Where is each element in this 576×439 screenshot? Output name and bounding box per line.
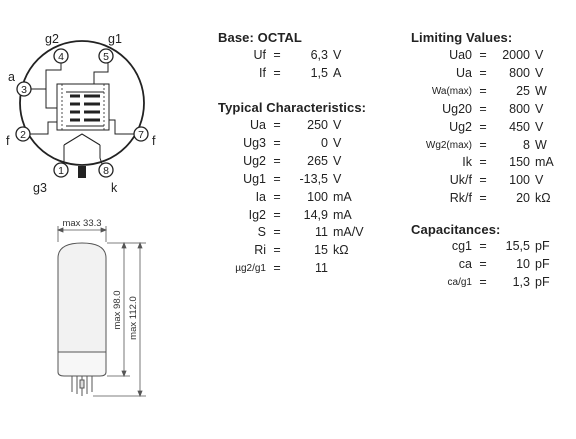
param-value: 265 (307, 153, 328, 168)
param-unit: W (535, 137, 547, 152)
pin-number-2: 2 (20, 129, 26, 141)
limiting-table (404, 47, 560, 208)
param-value: 20 (516, 191, 530, 206)
param-symbol: If (259, 65, 266, 80)
equals-sign: = (273, 225, 281, 240)
equals-sign: = (479, 155, 487, 170)
table-row (404, 137, 560, 155)
param-unit (328, 260, 370, 278)
pinout-diagram (16, 41, 148, 178)
pin-number-8: 8 (103, 165, 109, 177)
param-value: 8 (523, 137, 530, 152)
table-row (224, 189, 370, 207)
pin-label-g3: g3 (33, 181, 47, 195)
param-unit: W (535, 83, 547, 98)
param-symbol: Ig2 (248, 207, 266, 222)
pin-label-a: a (8, 70, 15, 84)
param-unit: pF (535, 239, 550, 253)
table-row (404, 154, 560, 172)
dimension-overall-height-label: max 112.0 (128, 296, 139, 340)
base-table (236, 47, 358, 83)
table-row (404, 119, 560, 137)
param-symbol: Ug20 (442, 101, 472, 116)
param-symbol: µg2/g1 (235, 263, 266, 275)
base-heading: Base: OCTAL (218, 30, 302, 45)
table-row (224, 224, 370, 242)
param-value: 1,5 (310, 65, 328, 80)
param-unit: V (333, 153, 342, 168)
tube-envelope-circle (20, 41, 144, 165)
pin-label-g1: g1 (108, 32, 122, 46)
table-row (404, 47, 560, 65)
equals-sign: = (479, 65, 487, 80)
equals-sign: = (273, 135, 281, 150)
table-row (404, 256, 560, 274)
table-row (224, 171, 370, 189)
param-symbol: Uk/f (449, 173, 472, 188)
param-unit: A (333, 65, 342, 80)
param-value: 800 (509, 65, 530, 80)
equals-sign: = (479, 256, 487, 271)
param-unit: pF (535, 256, 550, 271)
typical-table (224, 117, 370, 278)
equals-sign: = (273, 65, 281, 80)
pin-label-f-left: f (6, 134, 10, 148)
dimension-seated-height-label: max 98.0 (112, 290, 123, 330)
equals-sign: = (479, 239, 487, 253)
param-symbol: Ri (254, 243, 266, 258)
param-unit: V (333, 171, 342, 186)
equals-sign: = (479, 48, 487, 62)
param-symbol: Wg2(max) (425, 139, 472, 151)
param-unit: V (535, 173, 544, 188)
pin-label-k: k (111, 181, 118, 195)
param-unit: mA (333, 207, 352, 222)
param-unit: V (333, 135, 342, 150)
param-symbol: Ua (250, 118, 266, 132)
table-row (404, 274, 560, 292)
param-value: 15 (314, 243, 328, 258)
param-unit: pF (535, 274, 550, 289)
equals-sign: = (273, 153, 281, 168)
param-value: 14,9 (303, 207, 328, 222)
tube-base (58, 352, 106, 376)
table-row (404, 238, 560, 256)
param-symbol: Wa(max) (431, 85, 472, 97)
equals-sign: = (273, 48, 281, 62)
param-value: 1,3 (512, 274, 530, 289)
param-symbol: Ug2 (449, 119, 472, 134)
param-unit: mA (333, 189, 352, 204)
param-symbol: Uf (253, 48, 266, 62)
param-symbol: ca (458, 256, 472, 271)
equals-sign: = (479, 274, 487, 289)
table-row (224, 260, 370, 278)
param-value: -13,5 (299, 171, 328, 186)
table-row (236, 65, 358, 83)
param-value: 11 (315, 261, 328, 276)
param-value: 100 (307, 189, 328, 204)
base-key (78, 166, 86, 178)
equals-sign: = (273, 118, 281, 132)
table-row (236, 47, 358, 65)
param-symbol: ca/g1 (447, 276, 472, 288)
param-value: 10 (516, 256, 530, 271)
table-row (404, 190, 560, 208)
pin-number-3: 3 (21, 84, 27, 96)
param-unit: mA/V (333, 225, 364, 240)
lead-wires (30, 63, 134, 167)
dimension-width-label: max 33.3 (62, 218, 102, 229)
table-row (224, 153, 370, 171)
param-symbol: Ua (456, 65, 472, 80)
table-row (224, 207, 370, 225)
param-value: 800 (509, 101, 530, 116)
equals-sign: = (479, 137, 487, 152)
equals-sign: = (479, 83, 487, 98)
param-unit: mA (535, 155, 554, 170)
pin-label-f-right: f (152, 134, 156, 148)
param-unit: kΩ (333, 243, 349, 258)
param-symbol: Ug2 (243, 153, 266, 168)
param-symbol: cg1 (451, 239, 472, 253)
param-value: 450 (509, 119, 530, 134)
equals-sign: = (273, 261, 281, 276)
equals-sign: = (479, 101, 487, 116)
param-unit: V (535, 119, 544, 134)
param-symbol: Ia (255, 189, 266, 204)
param-unit: V (535, 101, 544, 116)
base-pins (72, 376, 92, 396)
table-row (224, 135, 370, 153)
param-symbol: Ik (462, 155, 472, 170)
param-unit: V (535, 48, 544, 62)
table-row (404, 65, 560, 83)
equals-sign: = (479, 173, 487, 188)
equals-sign: = (273, 243, 281, 258)
param-value: 2000 (502, 48, 530, 62)
param-symbol: Ua0 (449, 48, 472, 62)
pin-circles (16, 49, 148, 177)
limiting-heading: Limiting Values: (411, 30, 513, 45)
pin-number-7: 7 (138, 129, 144, 141)
table-row (224, 242, 370, 260)
pin-number-4: 4 (58, 51, 64, 63)
param-symbol: Ug1 (243, 171, 266, 186)
param-value: 100 (509, 173, 530, 188)
electrode-assembly (57, 84, 109, 145)
equals-sign: = (479, 191, 487, 206)
tube-diagrams (0, 0, 210, 439)
table-row (224, 117, 370, 135)
param-value: 0 (321, 135, 328, 150)
param-symbol: Ug3 (243, 135, 266, 150)
capacitances-heading: Capacitances: (411, 222, 501, 237)
equals-sign: = (479, 119, 487, 134)
pin-number-1: 1 (58, 165, 64, 177)
param-symbol: S (257, 225, 266, 240)
typical-heading: Typical Characteristics: (218, 100, 367, 115)
capacitances-table (404, 238, 560, 292)
param-value: 6,3 (310, 48, 328, 62)
equals-sign: = (273, 189, 281, 204)
equals-sign: = (273, 207, 281, 222)
table-row (404, 83, 560, 101)
pin-label-g2: g2 (45, 32, 59, 46)
glass-bulb (58, 243, 106, 352)
param-value: 150 (509, 155, 530, 170)
param-value: 11 (315, 225, 328, 240)
param-value: 250 (307, 118, 328, 132)
param-unit: kΩ (535, 191, 551, 206)
table-row (404, 101, 560, 119)
equals-sign: = (273, 171, 281, 186)
param-unit: V (535, 65, 544, 80)
param-value: 25 (516, 83, 530, 98)
param-value: 15,5 (505, 239, 530, 253)
param-unit: V (333, 118, 342, 132)
param-symbol: Rk/f (449, 191, 472, 206)
param-unit: V (333, 48, 342, 62)
table-row (404, 172, 560, 190)
pin-number-5: 5 (103, 51, 109, 63)
